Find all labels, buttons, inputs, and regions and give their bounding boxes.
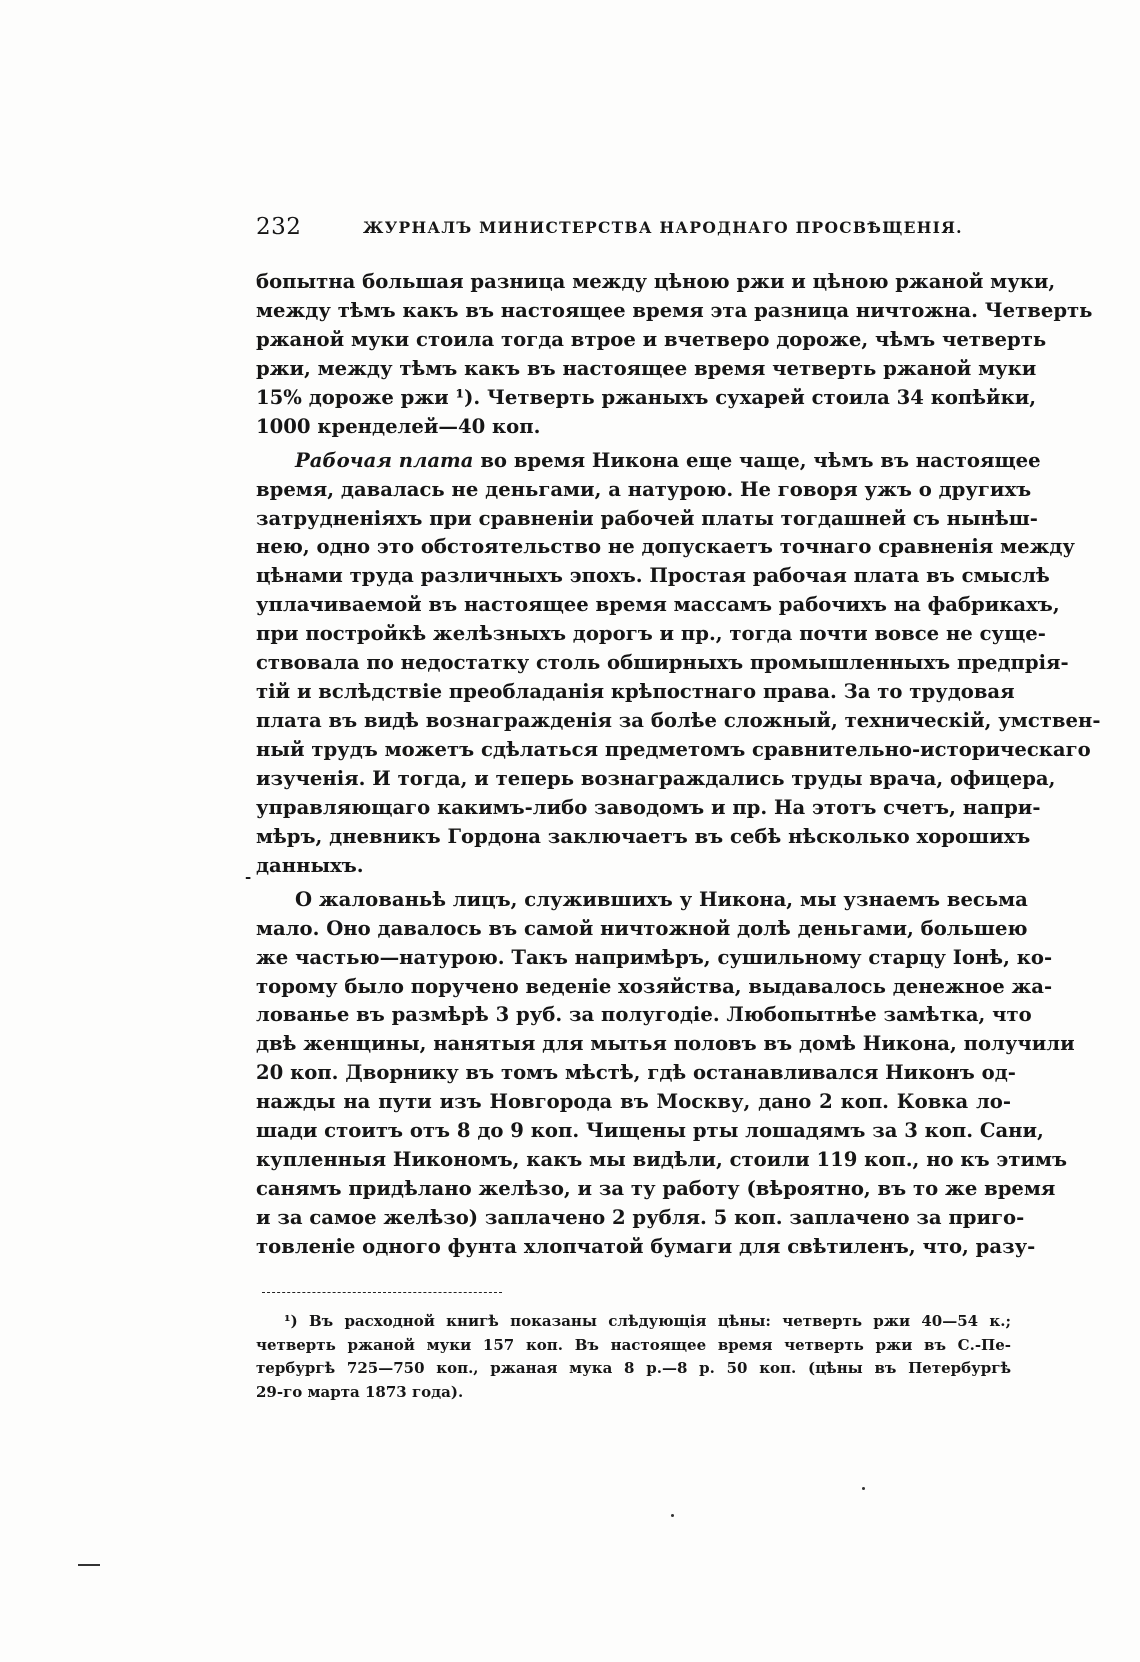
page-number: 232 — [256, 214, 302, 240]
footnote — [256, 1310, 1011, 1404]
text-line: О жалованьѣ лицъ, служившихъ у Никона, мы узнаемъ весьма — [295, 887, 1028, 911]
text-line: ржи, между тѣмъ какъ въ настоящее время четверть ржаной муки — [256, 356, 1037, 380]
text-line: изученія. И тогда, и теперь вознаграждались труды врача, офицера, — [256, 766, 1056, 790]
text-line: мало. Оно давалось въ самой ничтожной долѣ деньгами, большею — [256, 916, 1028, 940]
body-text — [256, 268, 1101, 1262]
text-line: цѣнами труда различныхъ эпохъ. Простая рабочая плата въ смыслѣ — [256, 564, 1050, 588]
text-line: время, давалась не деньгами, а натурою. Не говоря ужъ о другихъ — [256, 477, 1032, 501]
paragraph-2 — [256, 447, 1101, 881]
text-line: между тѣмъ какъ въ настоящее время эта разница ничтожна. Четверть — [256, 298, 1093, 322]
text-line: нею, одно это обстоятельство не допускаетъ точнаго сравненія между — [256, 535, 1075, 559]
text-line: ный трудъ можетъ сдѣлаться предметомъ сравнительно-историческаго — [256, 738, 1091, 761]
footnote-line: тербургѣ 725—750 коп., ржаная мука 8 р.—8 р. 50 коп. (цѣны въ Петербургѣ — [256, 1359, 1011, 1377]
text-line: при постройкѣ желѣзныхъ дорогъ и пр., тогда почти вовсе не суще- — [256, 622, 1046, 646]
scan-speck — [671, 1514, 674, 1517]
text-line: же частью—натурою. Такъ напримѣръ, сушильному старцу Іонѣ, ко- — [256, 945, 1053, 969]
text-line: торому было поручено веденіе хозяйства, выдавалось денежное жа- — [256, 974, 1053, 998]
text-line: купленныя Никономъ, какъ мы видѣли, стоили 119 коп., но къ этимъ — [256, 1148, 1068, 1172]
text-line: двѣ женщины, нанятыя для мытья половъ въ домѣ Никона, получили — [256, 1032, 1075, 1056]
footnote-rule — [262, 1292, 502, 1293]
text-line: товленіе одного фунта хлопчатой бумаги для свѣтиленъ, что, разу- — [256, 1234, 1036, 1258]
paragraph-3 — [256, 886, 1075, 1262]
text-line — [256, 447, 1041, 476]
text-line: нажды на пути изъ Новгорода въ Москву, дано 2 коп. Ковка ло- — [256, 1090, 1011, 1114]
text-line: затрудненіяхъ при сравненіи рабочей платы тогдашней съ нынѣш- — [256, 506, 1038, 530]
text-line: лованье въ размѣрѣ 3 руб. за полугодіе. Любопытнѣе замѣтка, что — [256, 1003, 1032, 1027]
page-header — [256, 214, 1011, 246]
margin-mark: - — [245, 868, 252, 886]
text-line: 20 коп. Дворнику въ томъ мѣстѣ, гдѣ останавливался Никонъ од- — [256, 1061, 1016, 1085]
text-line: 1000 кренделей—40 коп. — [256, 414, 541, 438]
running-title: ЖУРНАЛЪ МИНИСТЕРСТВА НАРОДНАГО ПРОСВѢЩЕНІЯ. — [363, 218, 963, 237]
text-line: шади стоитъ отъ 8 до 9 коп. Чищены рты лошадямъ за 3 коп. Сани, — [256, 1119, 1044, 1143]
text-line: и за самое желѣзо) заплачено 2 рубля. 5 коп. заплачено за приго- — [256, 1206, 1025, 1229]
text-line: мѣръ, дневникъ Гордона заключаетъ въ себѣ нѣсколько хорошихъ — [256, 824, 1031, 848]
footnote-line: ¹) Въ расходной книгѣ показаны слѣдующія цѣны: четверть ржи 40—54 к.; — [284, 1312, 1011, 1330]
text-line: санямъ придѣлано желѣзо, и за ту работу (вѣроятно, въ то же время — [256, 1177, 1056, 1201]
text-line: тій и вслѣдствіе преобладанія крѣпостнаго права. За то трудовая — [256, 680, 1015, 704]
text-line: данныхъ. — [256, 853, 364, 877]
line-rest: во время Никона еще чаще, чѣмъ въ настоящее — [480, 448, 1041, 472]
italic-term: Рабочая плата — [295, 448, 474, 472]
text-line: 15% дороже ржи ¹). Четверть ржаныхъ сухарей стоила 34 копѣйки, — [256, 385, 1037, 409]
text-line: ржаной муки стоила тогда втрое и вчетверо дороже, чѣмъ четверть — [256, 327, 1047, 351]
scan-speck — [862, 1487, 865, 1490]
scan-edge-mark — [78, 1564, 100, 1566]
paragraph-1 — [256, 268, 1093, 442]
text-line: плата въ видѣ вознагражденія за болѣе сложный, техническій, умствен- — [256, 709, 1101, 733]
footnote-line: четверть ржаной муки 157 коп. Въ настоящее время четверть ржи въ С.-Пе- — [256, 1335, 1011, 1354]
text-line: уплачиваемой въ настоящее время массамъ рабочихъ на фабрикахъ, — [256, 593, 1060, 617]
text-line: ствовала по недостатку столь обширныхъ промышленныхъ предпрія- — [256, 651, 1069, 675]
text-line: бопытна большая разница между цѣною ржи и цѣною ржаной муки, — [256, 270, 1056, 293]
footnote-line: 29-го марта 1873 года). — [256, 1382, 464, 1401]
text-line: управляющаго какимъ-либо заводомъ и пр. На этотъ счетъ, напри- — [256, 795, 1041, 819]
